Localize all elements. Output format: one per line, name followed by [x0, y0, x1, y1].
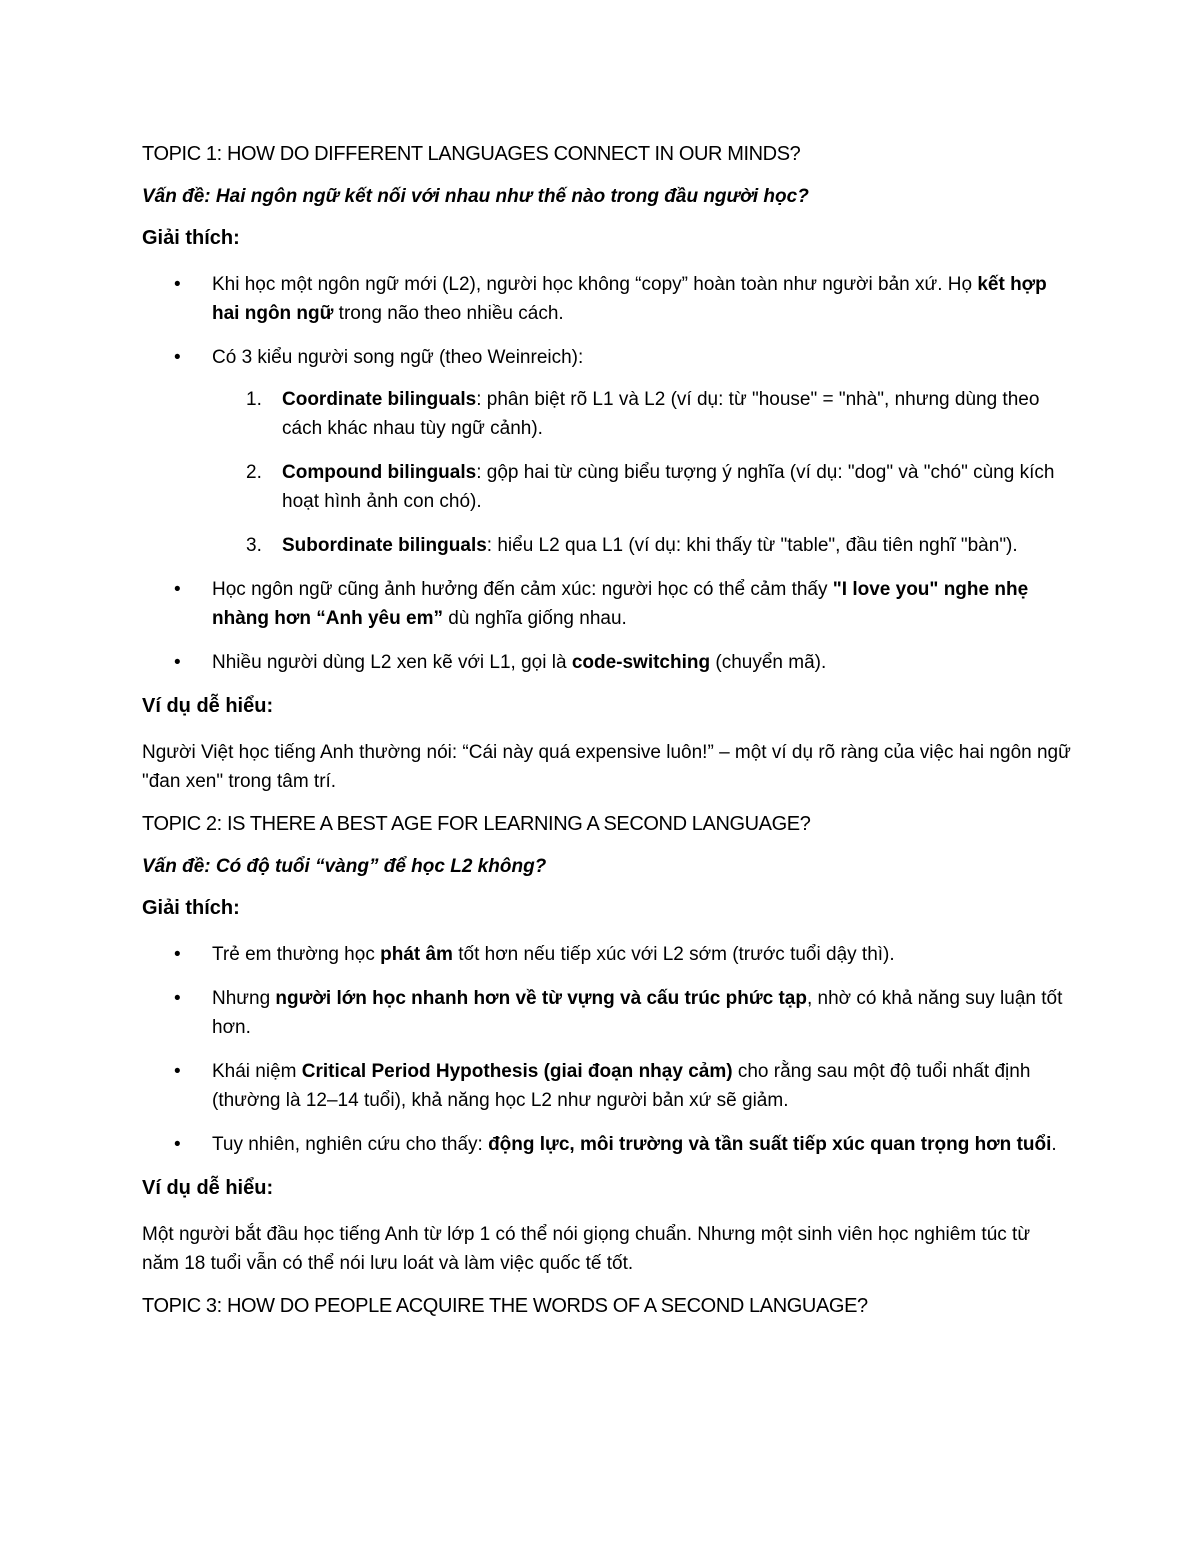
- topic-1-bullet-list: [142, 270, 1072, 677]
- bullet-text: Học ngôn ngữ cũng ảnh hưởng đến cảm xúc: người học có thể cảm thấy: [212, 579, 833, 600]
- bullet-text: Khái niệm: [212, 1061, 302, 1082]
- topic-1-title: TOPIC 1: HOW DO DIFFERENT LANGUAGES CONNECT IN OUR MINDS?: [142, 143, 801, 165]
- bullet-text: Nhưng: [212, 988, 276, 1009]
- topic-3-title: TOPIC 3: HOW DO PEOPLE ACQUIRE THE WORDS OF A SECOND LANGUAGE?: [142, 1295, 868, 1317]
- bullet-text: dù nghĩa giống nhau.: [442, 608, 627, 629]
- item-number: 2.: [246, 462, 262, 483]
- bullet-icon: •: [174, 1061, 181, 1082]
- bullet-bold-text: động lực, môi trường và tần suất tiếp xúc quan trọng hơn tuổi: [488, 1134, 1052, 1155]
- bullet-bold-text: "I love you" nghe nhẹ nhàng hơn “Anh yêu em”: [212, 579, 1029, 629]
- bullet-text: Tuy nhiên, nghiên cứu cho thấy:: [212, 1134, 489, 1155]
- bullet-bold-text: người lớn học nhanh hơn về từ vựng và cấu trúc phức tạp: [275, 988, 807, 1009]
- bilingual-term: Coordinate bilinguals: [282, 389, 477, 410]
- document-page: [142, 140, 1072, 1334]
- bullet-icon: •: [174, 1134, 181, 1155]
- item-number: 1.: [246, 389, 262, 410]
- bullet-text: (chuyển mã).: [710, 652, 827, 673]
- bilingual-term: Compound bilinguals: [282, 462, 477, 483]
- item-number: 3.: [246, 535, 262, 556]
- topic-2-explain-heading: Giải thích:: [142, 897, 240, 919]
- bullet-icon: •: [174, 652, 181, 673]
- list-item: [142, 270, 1072, 328]
- bullet-text: .: [1051, 1134, 1057, 1155]
- list-item: [142, 984, 1072, 1042]
- bullet-bold-text: code-switching: [571, 652, 711, 673]
- topic-1-example-text: Người Việt học tiếng Anh thường nói: “Cái này quá expensive luôn!” – một ví dụ rõ ràng của việc hai ngôn ngữ "đan xen" trong tâm trí.: [142, 742, 1071, 792]
- topic-2-issue: Vấn đề: Có độ tuổi “vàng” để học L2 không?: [142, 856, 547, 877]
- list-item: [142, 343, 1072, 560]
- topic-1-issue: Vấn đề: Hai ngôn ngữ kết nối với nhau như thế nào trong đầu người học?: [142, 186, 809, 207]
- bullet-bold-text: Critical Period Hypothesis (giai đoạn nhạy cảm): [301, 1061, 733, 1082]
- topic-1-example-heading: Ví dụ dễ hiểu:: [142, 695, 274, 717]
- numbered-item: [212, 458, 1072, 516]
- numbered-item: [212, 385, 1072, 443]
- topic-2-example-text: Một người bắt đầu học tiếng Anh từ lớp 1 có thể nói giọng chuẩn. Nhưng một sinh viên học nghiêm túc từ năm 18 tuổi vẫn có thể nói lưu loát và làm việc quốc tế tốt.: [142, 1224, 1031, 1274]
- bilingual-types-list: [212, 385, 1072, 560]
- bullet-icon: •: [174, 944, 181, 965]
- bullet-text: trong não theo nhiều cách.: [333, 303, 564, 324]
- bullet-text: Khi học một ngôn ngữ mới (L2), người học không “copy” hoàn toàn như người bản xứ. Họ: [212, 274, 978, 295]
- bullet-icon: •: [174, 579, 181, 600]
- bullet-bold-text: kết hợp hai ngôn ngữ: [212, 274, 1047, 324]
- bullet-icon: •: [174, 274, 181, 295]
- bullet-text: cho rằng sau một độ tuổi nhất định (thường là 12–14 tuổi), khả năng học L2 như người bản xứ sẽ giảm.: [212, 1061, 1031, 1111]
- bullet-text: Có 3 kiểu người song ngữ (theo Weinreich):: [212, 347, 584, 368]
- bullet-text: Trẻ em thường học: [212, 944, 381, 965]
- bilingual-term: Subordinate bilinguals: [282, 535, 487, 556]
- list-item: [142, 648, 1072, 677]
- topic-2-title: TOPIC 2: IS THERE A BEST AGE FOR LEARNING A SECOND LANGUAGE?: [142, 813, 811, 835]
- bullet-text: Nhiều người dùng L2 xen kẽ với L1, gọi là: [212, 652, 572, 673]
- bullet-text: tốt hơn nếu tiếp xúc với L2 sớm (trước tuổi dậy thì).: [452, 944, 895, 965]
- bullet-text: , nhờ có khả năng suy luận tốt hơn.: [212, 988, 1063, 1038]
- list-item: [142, 1057, 1072, 1115]
- topic-2-example-heading: Ví dụ dễ hiểu:: [142, 1177, 274, 1199]
- bullet-icon: •: [174, 988, 181, 1009]
- topic-2-bullet-list: [142, 940, 1072, 1159]
- bilingual-desc: : phân biệt rõ L1 và L2 (ví dụ: từ "house" = "nhà", nhưng dùng theo cách khác nhau tùy ngữ cảnh).: [282, 389, 1040, 439]
- numbered-item: [212, 531, 1072, 560]
- list-item: [142, 1130, 1072, 1159]
- bullet-bold-text: phát âm: [380, 944, 453, 965]
- list-item: [142, 940, 1072, 969]
- bilingual-desc: : hiểu L2 qua L1 (ví dụ: khi thấy từ "table", đầu tiên nghĩ "bàn").: [486, 535, 1018, 556]
- topic-1-explain-heading: Giải thích:: [142, 227, 240, 249]
- list-item: [142, 575, 1072, 633]
- bilingual-desc: : gộp hai từ cùng biểu tượng ý nghĩa (ví dụ: "dog" và "chó" cùng kích hoạt hình ảnh con chó).: [282, 462, 1055, 512]
- bullet-icon: •: [174, 347, 181, 368]
